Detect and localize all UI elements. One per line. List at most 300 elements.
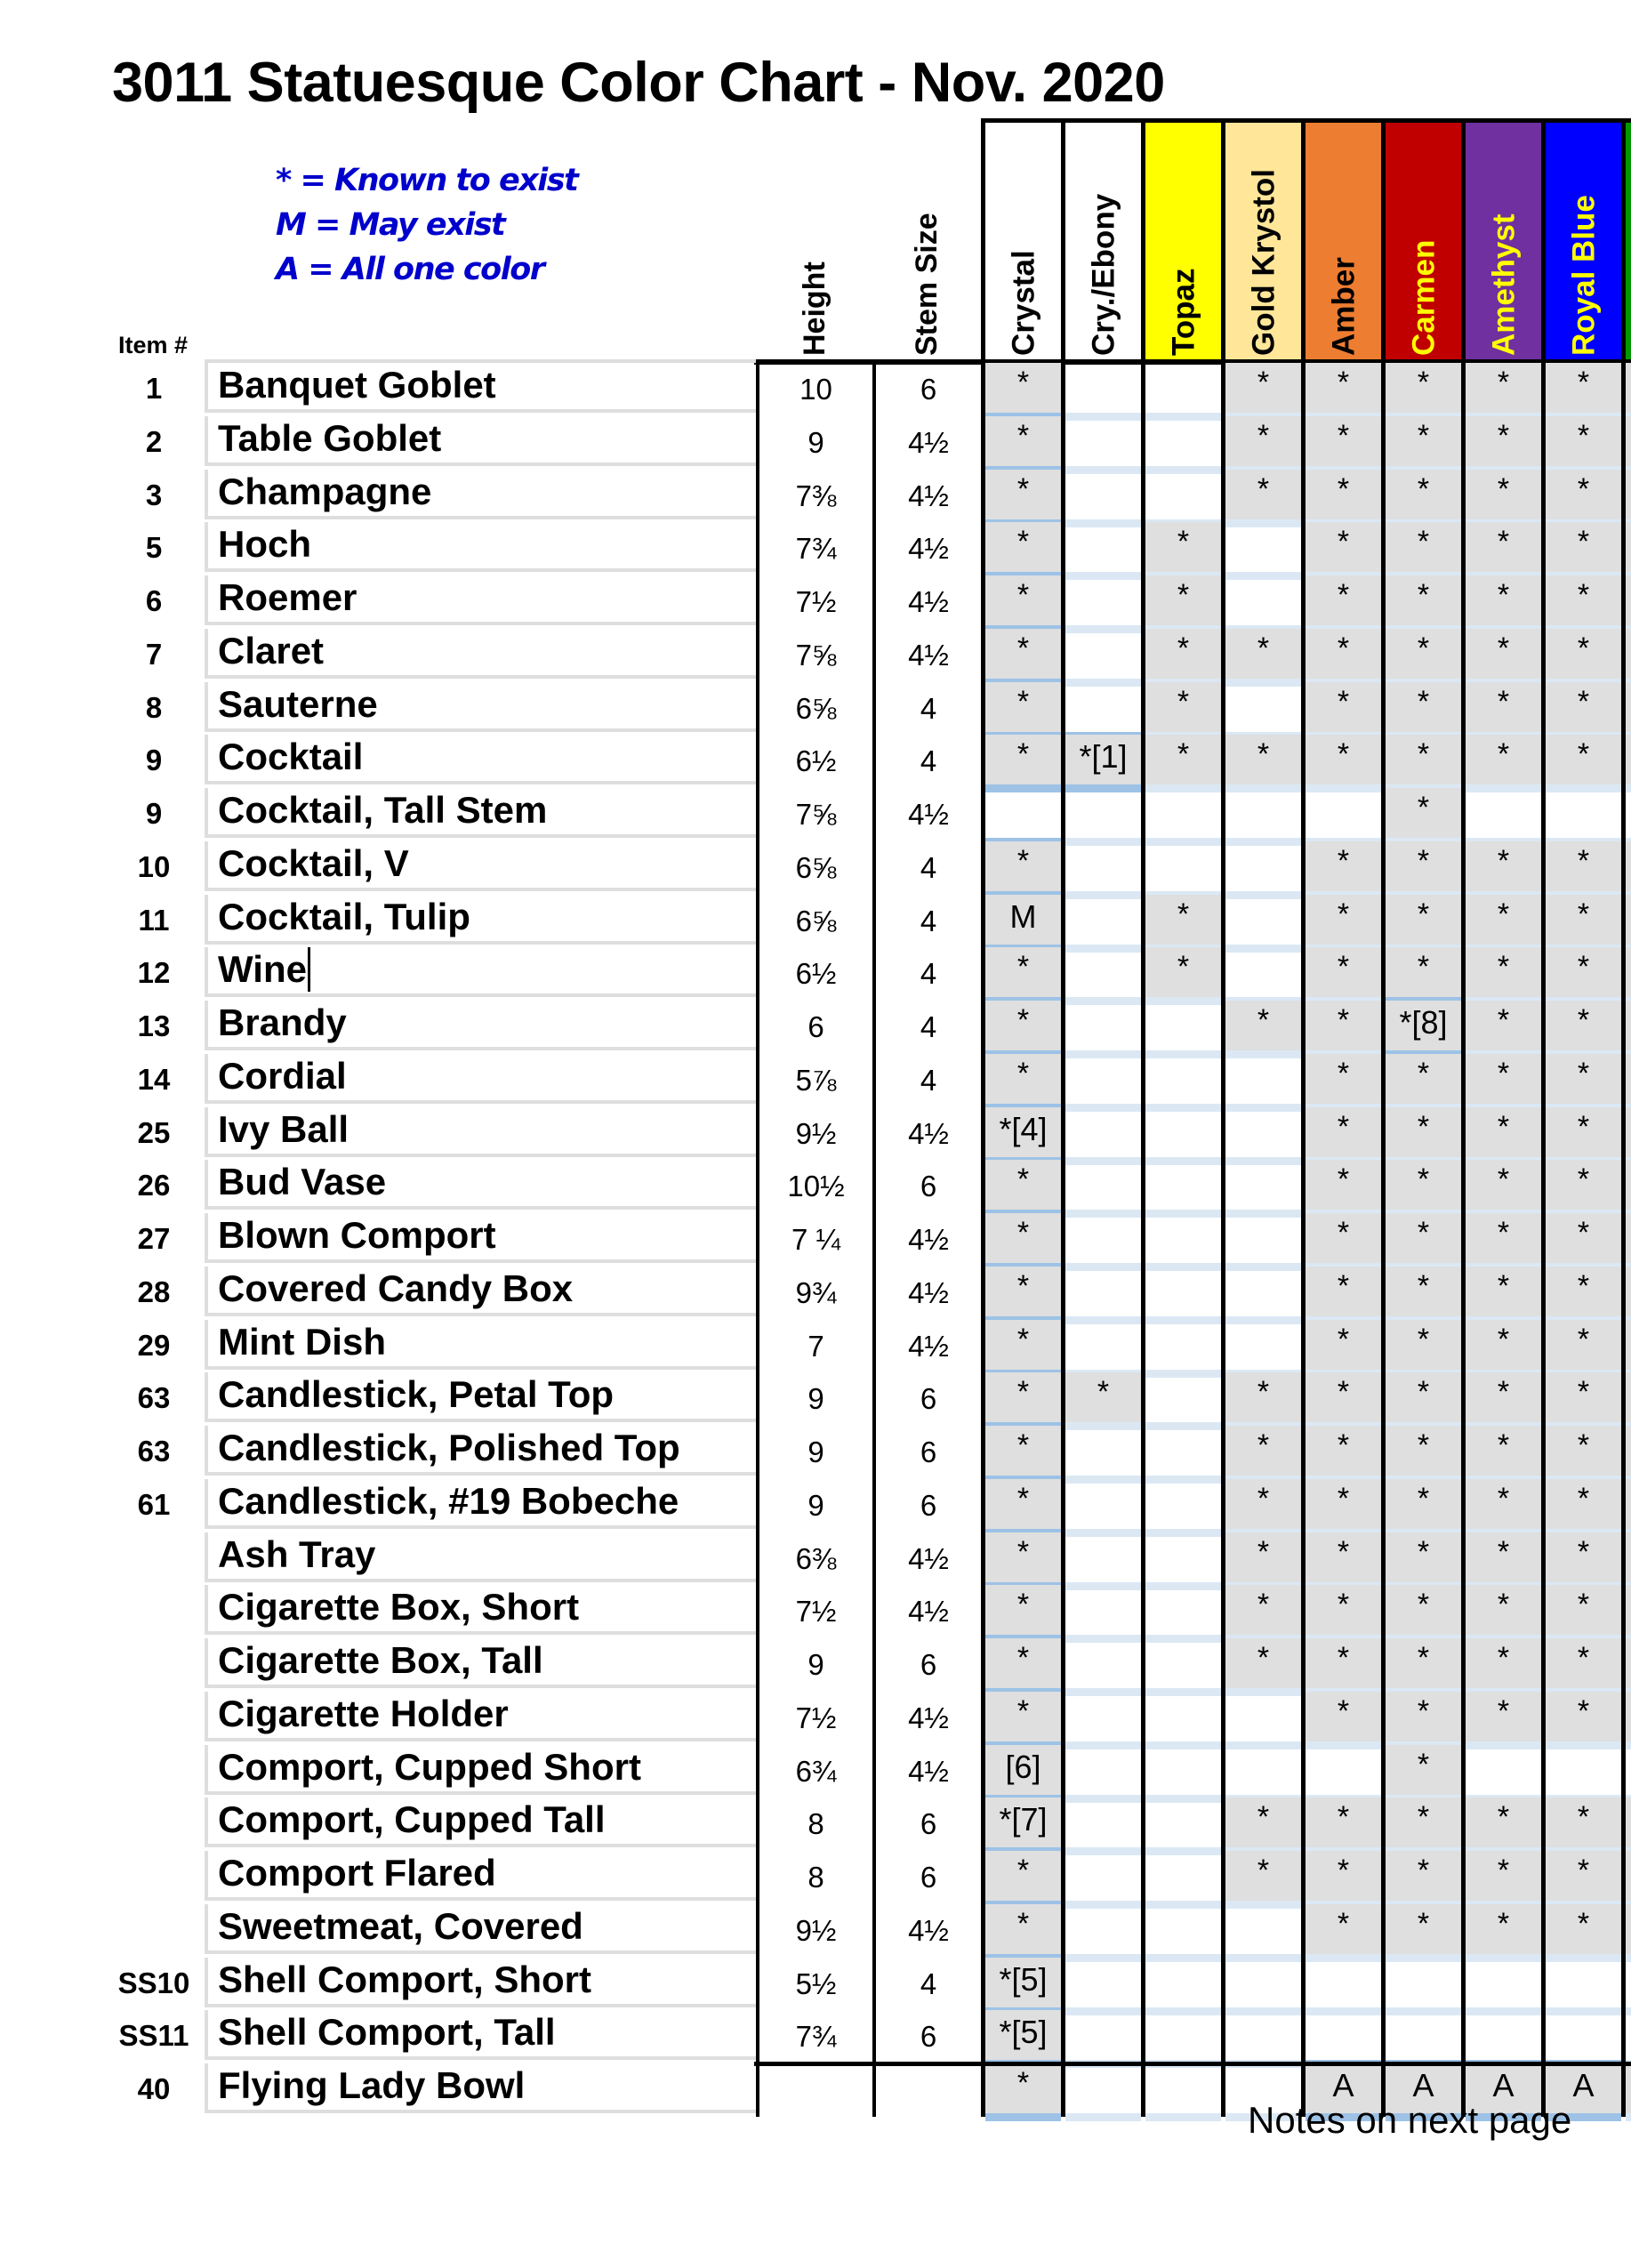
color-cell-gold-krystol[interactable]	[1221, 682, 1301, 736]
color-cell-amber[interactable]: *	[1301, 682, 1381, 736]
color-cell-cry-ebony[interactable]	[1061, 1745, 1141, 1798]
stem-size-cell[interactable]: 6	[872, 1638, 981, 1692]
color-cell-carmen[interactable]: *	[1381, 735, 1461, 788]
color-cell-amethyst[interactable]	[1461, 1958, 1541, 2011]
color-cell-cry-ebony[interactable]	[1061, 416, 1141, 470]
height-cell[interactable]: 7½	[756, 1692, 872, 1745]
color-cell-crystal[interactable]: *	[981, 1585, 1061, 1638]
item-name[interactable]	[205, 1054, 756, 1104]
color-cell-crystal[interactable]: *	[981, 575, 1061, 629]
color-cell-amethyst[interactable]: *	[1461, 416, 1541, 470]
item-name[interactable]	[205, 1585, 756, 1635]
color-cell-royal-blue[interactable]: *	[1541, 1267, 1621, 1320]
color-cell-royal-blue[interactable]: *	[1541, 1638, 1621, 1692]
item-name[interactable]	[205, 1001, 756, 1050]
color-cell-amethyst[interactable]: *	[1461, 629, 1541, 682]
color-cell-royal-blue[interactable]: *	[1541, 416, 1621, 470]
color-cell-amber[interactable]: *	[1301, 416, 1381, 470]
color-cell-royal-blue[interactable]: *	[1541, 735, 1621, 788]
stem-size-cell[interactable]: 6	[872, 1851, 981, 1904]
height-cell[interactable]: 7¾	[756, 522, 872, 575]
color-cell-carmen[interactable]: *	[1381, 416, 1461, 470]
stem-size-cell[interactable]: 4½	[872, 416, 981, 470]
stem-size-cell[interactable]: 6	[872, 1426, 981, 1479]
color-cell-cry-ebony[interactable]	[1061, 1426, 1141, 1479]
stem-size-cell[interactable]: 4½	[872, 1267, 981, 1320]
color-cell-topaz[interactable]: *	[1141, 682, 1221, 736]
color-cell-green[interactable]	[1621, 1267, 1631, 1320]
item-name[interactable]	[205, 1320, 756, 1370]
color-cell-carmen[interactable]: *	[1381, 1851, 1461, 1904]
color-cell-cry-ebony[interactable]	[1061, 1213, 1141, 1267]
color-cell-topaz[interactable]	[1141, 1958, 1221, 2011]
color-cell-cry-ebony[interactable]	[1061, 947, 1141, 1001]
color-cell-carmen[interactable]: A	[1381, 2063, 1461, 2117]
height-cell[interactable]: 7⅜	[756, 470, 872, 523]
color-cell-amber[interactable]: *	[1301, 947, 1381, 1001]
color-cell-gold-krystol[interactable]: *	[1221, 1585, 1301, 1638]
color-cell-topaz[interactable]: *	[1141, 735, 1221, 788]
color-cell-green[interactable]	[1621, 1692, 1631, 1745]
stem-size-cell[interactable]: 4	[872, 947, 981, 1001]
item-name[interactable]	[205, 1372, 756, 1422]
color-cell-topaz[interactable]	[1141, 1745, 1221, 1798]
color-cell-amber[interactable]: *	[1301, 363, 1381, 416]
color-cell-gold-krystol[interactable]	[1221, 1054, 1301, 1107]
color-cell-topaz[interactable]	[1141, 416, 1221, 470]
color-cell-amethyst[interactable]: *	[1461, 1107, 1541, 1161]
color-cell-amethyst[interactable]: *	[1461, 1638, 1541, 1692]
color-cell-crystal[interactable]: *	[981, 629, 1061, 682]
color-cell-gold-krystol[interactable]: *	[1221, 1372, 1301, 1426]
item-name[interactable]	[205, 1267, 756, 1316]
item-name[interactable]	[205, 1532, 756, 1582]
color-cell-royal-blue[interactable]	[1541, 2010, 1621, 2063]
color-cell-green[interactable]	[1621, 416, 1631, 470]
color-cell-green[interactable]	[1621, 1958, 1631, 2011]
color-cell-carmen[interactable]: *	[1381, 1638, 1461, 1692]
color-cell-carmen[interactable]: *	[1381, 1160, 1461, 1213]
color-cell-amethyst[interactable]: *	[1461, 1160, 1541, 1213]
color-cell-topaz[interactable]	[1141, 1372, 1221, 1426]
color-cell-royal-blue[interactable]: *	[1541, 575, 1621, 629]
color-cell-amethyst[interactable]: *	[1461, 470, 1541, 523]
color-cell-green[interactable]	[1621, 1479, 1631, 1532]
color-cell-amethyst[interactable]: *	[1461, 1213, 1541, 1267]
color-cell-gold-krystol[interactable]	[1221, 1904, 1301, 1958]
color-cell-topaz[interactable]	[1141, 1904, 1221, 1958]
color-cell-crystal[interactable]: *	[981, 470, 1061, 523]
height-cell[interactable]: 6⅝	[756, 682, 872, 736]
color-cell-green[interactable]	[1621, 1532, 1631, 1586]
color-cell-amber[interactable]: *	[1301, 575, 1381, 629]
color-cell-topaz[interactable]	[1141, 1160, 1221, 1213]
color-cell-amber[interactable]: *	[1301, 1372, 1381, 1426]
stem-size-cell[interactable]: 4½	[872, 1585, 981, 1638]
item-name[interactable]	[205, 359, 756, 413]
color-cell-amber[interactable]: *	[1301, 1585, 1381, 1638]
color-cell-green[interactable]	[1621, 1160, 1631, 1213]
color-cell-amethyst[interactable]	[1461, 2010, 1541, 2063]
color-cell-crystal[interactable]: *	[981, 1638, 1061, 1692]
color-cell-amethyst[interactable]: *	[1461, 1851, 1541, 1904]
color-cell-gold-krystol[interactable]: *	[1221, 1479, 1301, 1532]
color-cell-carmen[interactable]: *	[1381, 1372, 1461, 1426]
color-cell-carmen[interactable]: *	[1381, 1532, 1461, 1586]
color-cell-crystal[interactable]: *	[981, 2063, 1061, 2117]
color-cell-royal-blue[interactable]: *	[1541, 947, 1621, 1001]
color-cell-green[interactable]	[1621, 841, 1631, 895]
color-cell-crystal[interactable]: *[5]	[981, 1958, 1061, 2011]
color-cell-royal-blue[interactable]: *	[1541, 1692, 1621, 1745]
color-cell-green[interactable]	[1621, 1372, 1631, 1426]
color-cell-gold-krystol[interactable]	[1221, 2010, 1301, 2063]
color-cell-royal-blue[interactable]: *	[1541, 629, 1621, 682]
color-cell-carmen[interactable]	[1381, 2010, 1461, 2063]
color-cell-amber[interactable]: *	[1301, 1692, 1381, 1745]
color-cell-carmen[interactable]: *	[1381, 1426, 1461, 1479]
item-name[interactable]	[205, 1479, 756, 1529]
item-name[interactable]	[205, 1745, 756, 1795]
height-cell[interactable]: 5½	[756, 1958, 872, 2011]
color-cell-gold-krystol[interactable]	[1221, 1107, 1301, 1161]
color-cell-crystal[interactable]: *	[981, 416, 1061, 470]
height-cell[interactable]: 6½	[756, 735, 872, 788]
color-cell-amber[interactable]: *	[1301, 735, 1381, 788]
color-cell-topaz[interactable]	[1141, 1213, 1221, 1267]
color-cell-gold-krystol[interactable]	[1221, 1320, 1301, 1373]
color-cell-carmen[interactable]	[1381, 1958, 1461, 2011]
color-cell-amber[interactable]	[1301, 1745, 1381, 1798]
color-cell-gold-krystol[interactable]: *	[1221, 629, 1301, 682]
color-cell-gold-krystol[interactable]	[1221, 841, 1301, 895]
stem-size-cell[interactable]: 4½	[872, 1904, 981, 1958]
stem-size-cell[interactable]: 4	[872, 1958, 981, 2011]
color-cell-topaz[interactable]	[1141, 1426, 1221, 1479]
item-name[interactable]	[205, 682, 756, 732]
color-cell-gold-krystol[interactable]: *	[1221, 1798, 1301, 1851]
color-cell-amber[interactable]: *	[1301, 1426, 1381, 1479]
color-cell-cry-ebony[interactable]	[1061, 1904, 1141, 1958]
color-cell-carmen[interactable]: *	[1381, 841, 1461, 895]
color-cell-amber[interactable]: *	[1301, 841, 1381, 895]
color-cell-gold-krystol[interactable]	[1221, 947, 1301, 1001]
item-name[interactable]	[205, 575, 756, 625]
color-cell-green[interactable]	[1621, 1213, 1631, 1267]
color-cell-amethyst[interactable]: *	[1461, 1532, 1541, 1586]
color-cell-amethyst[interactable]: *	[1461, 575, 1541, 629]
color-cell-cry-ebony[interactable]	[1061, 841, 1141, 895]
color-cell-cry-ebony[interactable]	[1061, 522, 1141, 575]
color-cell-green[interactable]	[1621, 1001, 1631, 1054]
color-cell-green[interactable]	[1621, 1638, 1631, 1692]
color-cell-royal-blue[interactable]: A	[1541, 2063, 1621, 2117]
color-cell-amethyst[interactable]: *	[1461, 1372, 1541, 1426]
color-cell-cry-ebony[interactable]	[1061, 1160, 1141, 1213]
color-cell-amber[interactable]: *	[1301, 1001, 1381, 1054]
color-cell-royal-blue[interactable]	[1541, 1745, 1621, 1798]
color-cell-royal-blue[interactable]: *	[1541, 1320, 1621, 1373]
color-cell-amber[interactable]: *	[1301, 629, 1381, 682]
color-cell-amethyst[interactable]	[1461, 1745, 1541, 1798]
stem-size-cell[interactable]: 6	[872, 1160, 981, 1213]
color-cell-crystal[interactable]: M	[981, 895, 1061, 948]
height-cell[interactable]: 7⅝	[756, 629, 872, 682]
color-cell-crystal[interactable]: *	[981, 1213, 1061, 1267]
color-cell-green[interactable]	[1621, 363, 1631, 416]
color-cell-green[interactable]	[1621, 735, 1631, 788]
color-cell-gold-krystol[interactable]	[1221, 1160, 1301, 1213]
color-cell-gold-krystol[interactable]	[1221, 895, 1301, 948]
color-cell-green[interactable]	[1621, 575, 1631, 629]
color-cell-amber[interactable]: *	[1301, 1798, 1381, 1851]
item-name[interactable]	[205, 1213, 756, 1263]
color-cell-topaz[interactable]	[1141, 1320, 1221, 1373]
stem-size-cell[interactable]	[872, 2063, 981, 2117]
color-cell-gold-krystol[interactable]	[1221, 522, 1301, 575]
item-name[interactable]	[205, 416, 756, 466]
height-cell[interactable]: 7¾	[756, 2010, 872, 2063]
color-cell-crystal[interactable]: *	[981, 1001, 1061, 1054]
color-cell-cry-ebony[interactable]	[1061, 788, 1141, 841]
color-cell-crystal[interactable]: *	[981, 682, 1061, 736]
color-cell-topaz[interactable]: *	[1141, 947, 1221, 1001]
color-cell-gold-krystol[interactable]: *	[1221, 1851, 1301, 1904]
item-name[interactable]	[205, 2010, 756, 2060]
color-cell-gold-krystol[interactable]	[1221, 1213, 1301, 1267]
color-cell-topaz[interactable]	[1141, 1532, 1221, 1586]
height-cell[interactable]: 6⅝	[756, 895, 872, 948]
color-cell-royal-blue[interactable]: *	[1541, 841, 1621, 895]
color-cell-crystal[interactable]: *[7]	[981, 1798, 1061, 1851]
color-cell-crystal[interactable]: *	[981, 735, 1061, 788]
color-cell-amber[interactable]: *	[1301, 1107, 1381, 1161]
item-name[interactable]	[205, 1692, 756, 1741]
item-name[interactable]	[205, 1798, 756, 1847]
color-cell-amethyst[interactable]: *	[1461, 1692, 1541, 1745]
color-cell-topaz[interactable]	[1141, 841, 1221, 895]
color-cell-amethyst[interactable]: *	[1461, 1426, 1541, 1479]
color-cell-cry-ebony[interactable]	[1061, 1107, 1141, 1161]
color-cell-topaz[interactable]	[1141, 1107, 1221, 1161]
color-cell-royal-blue[interactable]: *	[1541, 1479, 1621, 1532]
color-cell-cry-ebony[interactable]: *[1]	[1061, 735, 1141, 788]
color-cell-carmen[interactable]: *	[1381, 1585, 1461, 1638]
color-cell-cry-ebony[interactable]	[1061, 575, 1141, 629]
height-cell[interactable]: 8	[756, 1798, 872, 1851]
color-cell-amber[interactable]: *	[1301, 1213, 1381, 1267]
color-cell-topaz[interactable]	[1141, 788, 1221, 841]
color-cell-crystal[interactable]: *	[981, 1904, 1061, 1958]
item-name[interactable]	[205, 947, 756, 997]
color-cell-carmen[interactable]: *	[1381, 1267, 1461, 1320]
stem-size-cell[interactable]: 4	[872, 682, 981, 736]
stem-size-cell[interactable]: 4½	[872, 788, 981, 841]
color-cell-crystal[interactable]: *	[981, 522, 1061, 575]
color-cell-green[interactable]	[1621, 1107, 1631, 1161]
color-cell-topaz[interactable]: *	[1141, 575, 1221, 629]
color-cell-royal-blue[interactable]: *	[1541, 682, 1621, 736]
stem-size-cell[interactable]: 4½	[872, 1107, 981, 1161]
item-name[interactable]	[205, 1426, 756, 1476]
color-cell-green[interactable]	[1621, 1904, 1631, 1958]
height-cell[interactable]: 9	[756, 1479, 872, 1532]
color-cell-topaz[interactable]	[1141, 1267, 1221, 1320]
color-cell-royal-blue[interactable]: *	[1541, 1851, 1621, 1904]
color-cell-royal-blue[interactable]: *	[1541, 1798, 1621, 1851]
height-cell[interactable]: 10	[756, 363, 872, 416]
color-cell-cry-ebony[interactable]	[1061, 2010, 1141, 2063]
color-cell-crystal[interactable]: *	[981, 1532, 1061, 1586]
color-cell-gold-krystol[interactable]	[1221, 575, 1301, 629]
color-cell-amber[interactable]	[1301, 788, 1381, 841]
stem-size-cell[interactable]: 4½	[872, 1213, 981, 1267]
color-cell-crystal[interactable]: *	[981, 1160, 1061, 1213]
color-cell-carmen[interactable]: *	[1381, 1107, 1461, 1161]
color-cell-amber[interactable]: A	[1301, 2063, 1381, 2117]
color-cell-crystal[interactable]: *	[981, 947, 1061, 1001]
color-cell-amethyst[interactable]: *	[1461, 1479, 1541, 1532]
color-cell-carmen[interactable]: *	[1381, 575, 1461, 629]
color-cell-crystal[interactable]: *	[981, 1054, 1061, 1107]
color-cell-green[interactable]	[1621, 1320, 1631, 1373]
stem-size-cell[interactable]: 6	[872, 363, 981, 416]
color-cell-gold-krystol[interactable]: *	[1221, 363, 1301, 416]
item-name[interactable]	[205, 2063, 756, 2113]
color-cell-amber[interactable]: *	[1301, 1267, 1381, 1320]
color-cell-amethyst[interactable]: *	[1461, 1798, 1541, 1851]
color-cell-green[interactable]	[1621, 1585, 1631, 1638]
color-cell-amethyst[interactable]: *	[1461, 1585, 1541, 1638]
color-cell-green[interactable]	[1621, 629, 1631, 682]
color-cell-topaz[interactable]	[1141, 1798, 1221, 1851]
color-cell-topaz[interactable]	[1141, 470, 1221, 523]
item-name[interactable]	[205, 522, 756, 572]
color-cell-cry-ebony[interactable]: *	[1061, 1372, 1141, 1426]
stem-size-cell[interactable]: 4½	[872, 1745, 981, 1798]
color-cell-royal-blue[interactable]: *	[1541, 1160, 1621, 1213]
color-cell-amethyst[interactable]: *	[1461, 895, 1541, 948]
color-cell-green[interactable]	[1621, 895, 1631, 948]
color-cell-royal-blue[interactable]: *	[1541, 470, 1621, 523]
stem-size-cell[interactable]: 4½	[872, 629, 981, 682]
color-cell-royal-blue[interactable]: *	[1541, 522, 1621, 575]
height-cell[interactable]: 9¾	[756, 1267, 872, 1320]
color-cell-cry-ebony[interactable]	[1061, 1054, 1141, 1107]
color-cell-royal-blue[interactable]: *	[1541, 1532, 1621, 1586]
color-cell-green[interactable]	[1621, 682, 1631, 736]
color-cell-green[interactable]	[1621, 788, 1631, 841]
height-cell[interactable]: 6	[756, 1001, 872, 1054]
color-cell-amethyst[interactable]: *	[1461, 947, 1541, 1001]
color-cell-crystal[interactable]: *	[981, 1320, 1061, 1373]
color-cell-crystal[interactable]: *	[981, 1372, 1061, 1426]
color-cell-topaz[interactable]	[1141, 1851, 1221, 1904]
color-cell-crystal[interactable]: *	[981, 1851, 1061, 1904]
color-cell-cry-ebony[interactable]	[1061, 1479, 1141, 1532]
color-cell-amethyst[interactable]: *	[1461, 735, 1541, 788]
color-cell-gold-krystol[interactable]: *	[1221, 470, 1301, 523]
color-cell-green[interactable]	[1621, 522, 1631, 575]
color-cell-amethyst[interactable]: *	[1461, 363, 1541, 416]
color-cell-carmen[interactable]: *	[1381, 522, 1461, 575]
color-cell-royal-blue[interactable]: *	[1541, 1054, 1621, 1107]
height-cell[interactable]: 9½	[756, 1107, 872, 1161]
item-name[interactable]	[205, 1851, 756, 1901]
color-cell-amber[interactable]: *	[1301, 522, 1381, 575]
color-cell-royal-blue[interactable]	[1541, 1958, 1621, 2011]
height-cell[interactable]: 6¾	[756, 1745, 872, 1798]
color-cell-crystal[interactable]	[981, 788, 1061, 841]
item-name[interactable]	[205, 1638, 756, 1688]
color-cell-carmen[interactable]: *	[1381, 1320, 1461, 1373]
color-cell-amethyst[interactable]: *	[1461, 1267, 1541, 1320]
color-cell-cry-ebony[interactable]	[1061, 2063, 1141, 2117]
color-cell-amethyst[interactable]: *	[1461, 1320, 1541, 1373]
color-cell-crystal[interactable]: *	[981, 1479, 1061, 1532]
color-cell-amber[interactable]: *	[1301, 1320, 1381, 1373]
item-name[interactable]	[205, 735, 756, 784]
color-cell-gold-krystol[interactable]	[1221, 788, 1301, 841]
color-cell-crystal[interactable]: *	[981, 1692, 1061, 1745]
color-cell-royal-blue[interactable]: *	[1541, 363, 1621, 416]
color-cell-royal-blue[interactable]: *	[1541, 895, 1621, 948]
color-cell-amethyst[interactable]	[1461, 788, 1541, 841]
color-cell-carmen[interactable]: *	[1381, 947, 1461, 1001]
height-cell[interactable]: 8	[756, 1851, 872, 1904]
color-cell-royal-blue[interactable]: *	[1541, 1426, 1621, 1479]
color-cell-topaz[interactable]	[1141, 1479, 1221, 1532]
color-cell-amber[interactable]: *	[1301, 1479, 1381, 1532]
color-cell-amber[interactable]: *	[1301, 1638, 1381, 1692]
stem-size-cell[interactable]: 4	[872, 841, 981, 895]
color-cell-cry-ebony[interactable]	[1061, 1001, 1141, 1054]
stem-size-cell[interactable]: 4½	[872, 470, 981, 523]
color-cell-gold-krystol[interactable]	[1221, 1692, 1301, 1745]
color-cell-cry-ebony[interactable]	[1061, 470, 1141, 523]
color-cell-royal-blue[interactable]: *	[1541, 1904, 1621, 1958]
color-cell-cry-ebony[interactable]	[1061, 1267, 1141, 1320]
stem-size-cell[interactable]: 4½	[872, 522, 981, 575]
color-cell-gold-krystol[interactable]: *	[1221, 416, 1301, 470]
color-cell-carmen[interactable]: *	[1381, 1904, 1461, 1958]
color-cell-topaz[interactable]: *	[1141, 629, 1221, 682]
color-cell-carmen[interactable]: *	[1381, 788, 1461, 841]
item-name[interactable]	[205, 1958, 756, 2007]
color-cell-cry-ebony[interactable]	[1061, 629, 1141, 682]
color-cell-carmen[interactable]: *	[1381, 1798, 1461, 1851]
color-cell-amber[interactable]: *	[1301, 1904, 1381, 1958]
color-cell-crystal[interactable]: *	[981, 1267, 1061, 1320]
height-cell[interactable]: 7½	[756, 575, 872, 629]
color-cell-cry-ebony[interactable]	[1061, 1692, 1141, 1745]
color-cell-carmen[interactable]: *	[1381, 1745, 1461, 1798]
height-cell[interactable]: 7 ¼	[756, 1213, 872, 1267]
color-cell-carmen[interactable]: *	[1381, 629, 1461, 682]
color-cell-green[interactable]	[1621, 1851, 1631, 1904]
color-cell-carmen[interactable]: *	[1381, 1692, 1461, 1745]
color-cell-amethyst[interactable]: *	[1461, 522, 1541, 575]
item-name[interactable]	[205, 1160, 756, 1210]
color-cell-topaz[interactable]: *	[1141, 522, 1221, 575]
color-cell-amber[interactable]: *	[1301, 470, 1381, 523]
color-cell-cry-ebony[interactable]	[1061, 1320, 1141, 1373]
color-cell-carmen[interactable]: *	[1381, 1054, 1461, 1107]
color-cell-topaz[interactable]	[1141, 363, 1221, 416]
height-cell[interactable]: 9	[756, 1638, 872, 1692]
color-cell-royal-blue[interactable]: *	[1541, 1001, 1621, 1054]
height-cell[interactable]: 10½	[756, 1160, 872, 1213]
